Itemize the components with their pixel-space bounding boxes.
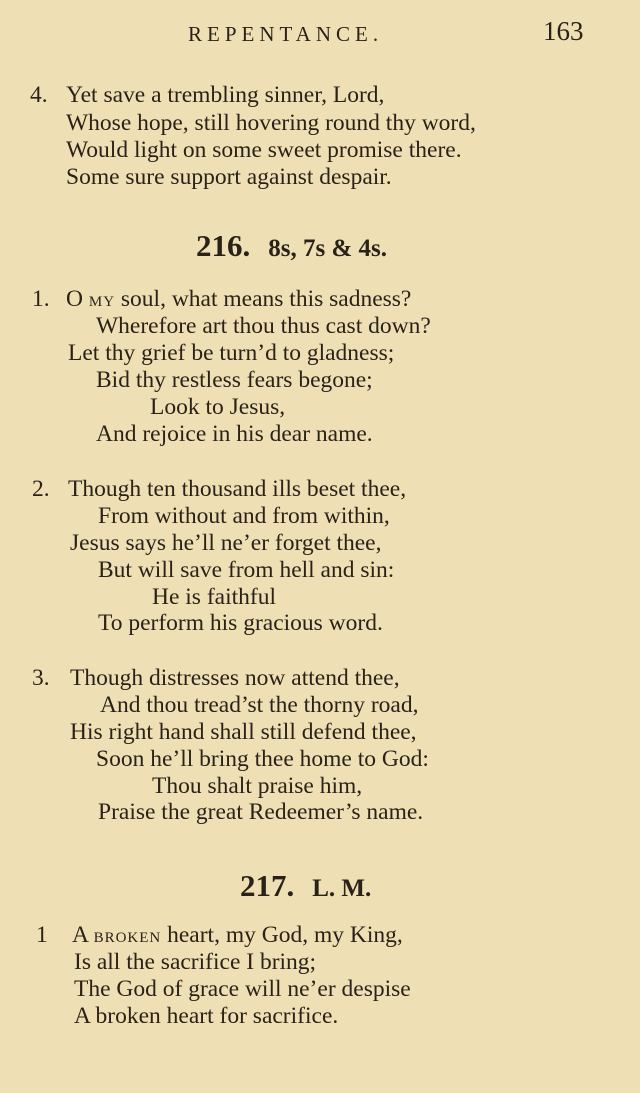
stanza-number: 1 (36, 922, 48, 948)
verse-line: Is all the sacrifice I bring; (74, 949, 317, 975)
verse-line: From without and from within, (98, 503, 390, 529)
small-caps-word: broken (93, 923, 162, 947)
verse-line: Though ten thousand ills beset thee, (68, 476, 407, 502)
verse-line: And thou tread’st the thorny road, (100, 692, 419, 718)
hymn-heading (196, 228, 387, 264)
verse-line: Yet save a trembling sinner, Lord, (66, 82, 385, 108)
verse-line: The God of grace will ne’er despise (74, 976, 411, 1002)
verse-line: Some sure support against despair. (66, 164, 392, 190)
line-rest: soul, what means this sadness? (115, 286, 412, 312)
verse-line: To perform his gracious word. (98, 610, 383, 636)
hymn-meter: L. M. (312, 875, 372, 902)
verse-line: And rejoice in his dear name. (96, 421, 373, 447)
running-header: REPENTANCE. (188, 22, 384, 46)
hymn-number: 216. (196, 228, 251, 263)
verse-line: Soon he’ll bring thee home to God: (96, 746, 429, 772)
verse-line: But will save from hell and sin: (98, 557, 395, 583)
hymn-heading (240, 868, 371, 904)
verse-line: Let thy grief be turn’d to gladness; (68, 340, 395, 366)
stanza-number: 2. (32, 476, 50, 502)
stanza-number: 1. (32, 286, 50, 312)
verse-line: Would light on some sweet promise there. (66, 137, 462, 163)
first-word: A (72, 922, 88, 948)
line-rest: heart, my God, my King, (161, 922, 403, 948)
verse-line: Praise the great Redeemer’s name. (98, 799, 424, 825)
hymn-meter: 8s, 7s & 4s. (268, 235, 388, 262)
stanza-number: 3. (32, 665, 50, 691)
verse-line: His right hand shall still defend thee, (70, 719, 417, 745)
verse-line: Jesus says he’ll ne’er forget thee, (70, 530, 382, 556)
verse-line (72, 922, 403, 949)
page-number: 163 (543, 16, 584, 46)
hymn-number: 217. (240, 868, 295, 903)
verse-line: Wherefore art thou thus cast down? (96, 313, 431, 339)
verse-line: A broken heart for sacrifice. (74, 1003, 339, 1029)
verse-line: Thou shalt praise him, (152, 773, 363, 799)
verse-line: Look to Jesus, (150, 394, 286, 420)
verse-line: Bid thy restless fears begone; (96, 367, 373, 393)
verse-line: Whose hope, still hovering round thy word, (66, 110, 476, 136)
verse-line (66, 286, 411, 313)
small-caps-word: my (88, 287, 116, 311)
first-word: O (66, 286, 83, 312)
verse-line: He is faithful (152, 584, 276, 610)
stanza-number: 4. (30, 82, 48, 108)
verse-line: Though distresses now attend thee, (70, 665, 400, 691)
